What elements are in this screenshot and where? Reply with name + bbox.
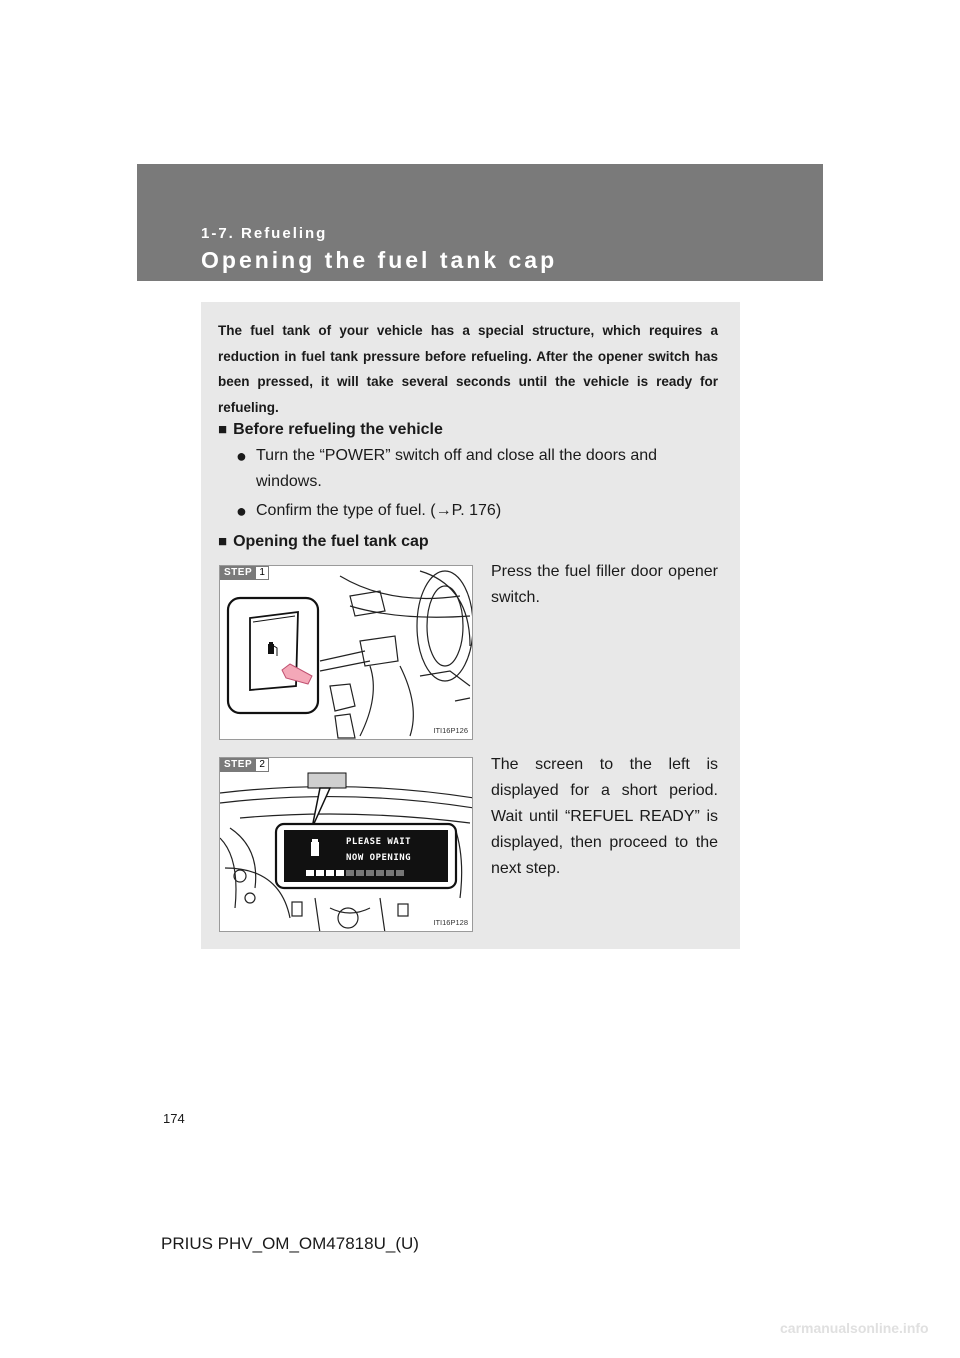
- bullet-fuel-type: [236, 498, 718, 524]
- intro-paragraph: The fuel tank of your vehicle has a special structure, which requires a reduction in fuel tank pressure before refueling. After the opener switch has been pressed, it will take several seconds until the vehicle is ready for refueling.: [218, 323, 718, 415]
- bullet-text: Turn the “POWER” switch off and close all the doors and windows.: [256, 447, 658, 490]
- subhead-text: Before refueling the vehicle: [233, 421, 443, 438]
- figure-code: ITI16P128: [433, 918, 468, 927]
- step-1-text: Press the fuel filler door opener switch.: [491, 563, 718, 606]
- step-badge: STEP 1: [220, 566, 269, 580]
- page-number: 174: [163, 1111, 185, 1126]
- display-screen-text: PLEASE WAIT NOW OPENING: [346, 837, 412, 863]
- subhead-text: Opening the fuel tank cap: [233, 533, 429, 550]
- opener-switch-illustration: [220, 566, 473, 740]
- square-bullet-icon: ■: [218, 533, 228, 550]
- bullet-power-switch: [236, 443, 718, 495]
- watermark: carmanualsonline.info: [780, 1320, 929, 1336]
- square-bullet-icon: ■: [218, 421, 228, 438]
- bullet-text: Confirm the type of fuel. (→P. 176): [256, 502, 502, 519]
- round-bullet-icon: ●: [236, 446, 247, 466]
- step-2-text: The screen to the left is displayed for a short period. Wait until “REFUEL READY” is displayed, then proceed to the next step.: [491, 756, 718, 877]
- figure-step-1: [219, 565, 473, 740]
- subhead-opening-cap: [218, 531, 429, 553]
- page-title: Opening the fuel tank cap: [201, 247, 558, 273]
- section-label: 1-7. Refueling: [201, 225, 328, 242]
- figure-step-2: [219, 757, 473, 932]
- step-badge: STEP 2: [220, 758, 269, 772]
- footer-code: PRIUS PHV_OM_OM47818U_(U): [161, 1234, 419, 1253]
- round-bullet-icon: ●: [236, 501, 247, 521]
- subhead-before-refueling: [218, 419, 443, 441]
- figure-code: ITI16P126: [433, 726, 468, 735]
